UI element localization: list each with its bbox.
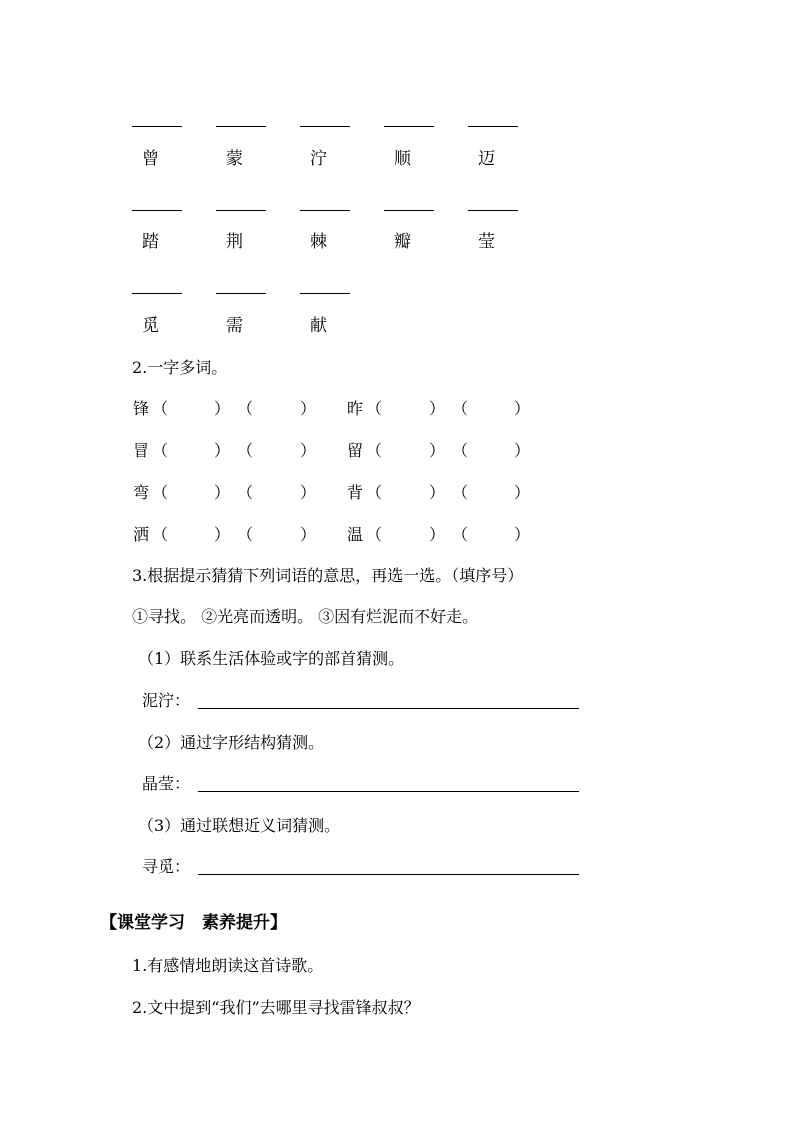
section-q1: 1.有感情地朗读这首诗歌。 xyxy=(132,956,324,975)
pinyin-blank[interactable] xyxy=(384,210,434,211)
q2-char: 洒 xyxy=(133,525,150,544)
q3-options: ①寻找。 ②光亮而透明。 ③因有烂泥而不好走。 xyxy=(132,607,479,626)
character: 献 xyxy=(310,316,327,336)
paren-open: （ xyxy=(152,483,169,502)
q3-word-3: 寻觅： xyxy=(142,857,191,876)
character: 棘 xyxy=(310,232,327,252)
paren-open: （ xyxy=(452,525,469,544)
answer-line[interactable] xyxy=(198,708,579,709)
paren-close: ） xyxy=(429,525,446,544)
q2-char: 锋 xyxy=(133,399,150,418)
q2-char: 弯 xyxy=(133,483,150,502)
paren-open: （ xyxy=(366,525,383,544)
answer-line[interactable] xyxy=(198,874,579,875)
paren-close: ） xyxy=(300,483,317,502)
paren-open: （ xyxy=(237,525,254,544)
paren-close: ） xyxy=(429,399,446,418)
pinyin-blank[interactable] xyxy=(132,126,182,127)
paren-open: （ xyxy=(452,483,469,502)
character: 需 xyxy=(226,316,243,336)
paren-open: （ xyxy=(237,441,254,460)
character: 踏 xyxy=(142,232,159,252)
character: 觅 xyxy=(142,316,159,336)
q2-char: 温 xyxy=(347,525,364,544)
q3-hint-1: （1）联系生活体验或字的部首猜测。 xyxy=(138,649,405,668)
paren-open: （ xyxy=(237,483,254,502)
q2-char: 背 xyxy=(347,483,364,502)
pinyin-blank[interactable] xyxy=(300,210,350,211)
character: 瓣 xyxy=(394,232,411,252)
paren-open: （ xyxy=(452,441,469,460)
character: 荆 xyxy=(226,232,243,252)
pinyin-blank[interactable] xyxy=(216,126,266,127)
paren-close: ） xyxy=(214,483,231,502)
pinyin-blank[interactable] xyxy=(132,210,182,211)
character: 顺 xyxy=(394,149,411,169)
character: 曾 xyxy=(142,149,159,169)
pinyin-blank[interactable] xyxy=(132,293,182,294)
paren-close: ） xyxy=(214,525,231,544)
pinyin-blank[interactable] xyxy=(384,126,434,127)
character: 蒙 xyxy=(226,149,243,169)
character: 泞 xyxy=(310,149,327,169)
paren-open: （ xyxy=(366,483,383,502)
paren-open: （ xyxy=(237,399,254,418)
paren-close: ） xyxy=(514,441,531,460)
paren-open: （ xyxy=(152,399,169,418)
paren-close: ） xyxy=(214,441,231,460)
q3-hint-3: （3）通过联想近义词猜测。 xyxy=(138,816,341,835)
paren-close: ） xyxy=(429,483,446,502)
paren-close: ） xyxy=(300,399,317,418)
pinyin-blank[interactable] xyxy=(300,293,350,294)
pinyin-blank[interactable] xyxy=(216,293,266,294)
character: 迈 xyxy=(478,149,495,169)
q3-hint-2: （2）通过字形结构猜测。 xyxy=(138,733,325,752)
paren-close: ） xyxy=(300,441,317,460)
q2-char: 昨 xyxy=(347,399,364,418)
section-q2: 2.文中提到“我们”去哪里寻找雷锋叔叔？ xyxy=(132,998,420,1017)
paren-close: ） xyxy=(214,399,231,418)
paren-open: （ xyxy=(152,525,169,544)
paren-close: ） xyxy=(429,441,446,460)
q3-word-2: 晶莹： xyxy=(142,774,191,793)
pinyin-blank[interactable] xyxy=(216,210,266,211)
q2-char: 冒 xyxy=(133,441,150,460)
character: 莹 xyxy=(478,232,495,252)
pinyin-blank[interactable] xyxy=(468,126,518,127)
paren-close: ） xyxy=(514,525,531,544)
paren-close: ） xyxy=(514,399,531,418)
section-title: 【课堂学习 素养提升】 xyxy=(100,913,287,933)
q3-word-1: 泥泞： xyxy=(142,691,191,710)
q2-title: 2.一字多词。 xyxy=(132,358,228,377)
paren-close: ） xyxy=(514,483,531,502)
q3-title: 3.根据提示猜猜下列词语的意思，再选一选。（填序号） xyxy=(132,566,524,585)
pinyin-blank[interactable] xyxy=(300,126,350,127)
paren-close: ） xyxy=(300,525,317,544)
paren-open: （ xyxy=(366,399,383,418)
q2-char: 留 xyxy=(347,441,364,460)
paren-open: （ xyxy=(366,441,383,460)
paren-open: （ xyxy=(452,399,469,418)
answer-line[interactable] xyxy=(198,791,579,792)
pinyin-blank[interactable] xyxy=(468,210,518,211)
paren-open: （ xyxy=(152,441,169,460)
